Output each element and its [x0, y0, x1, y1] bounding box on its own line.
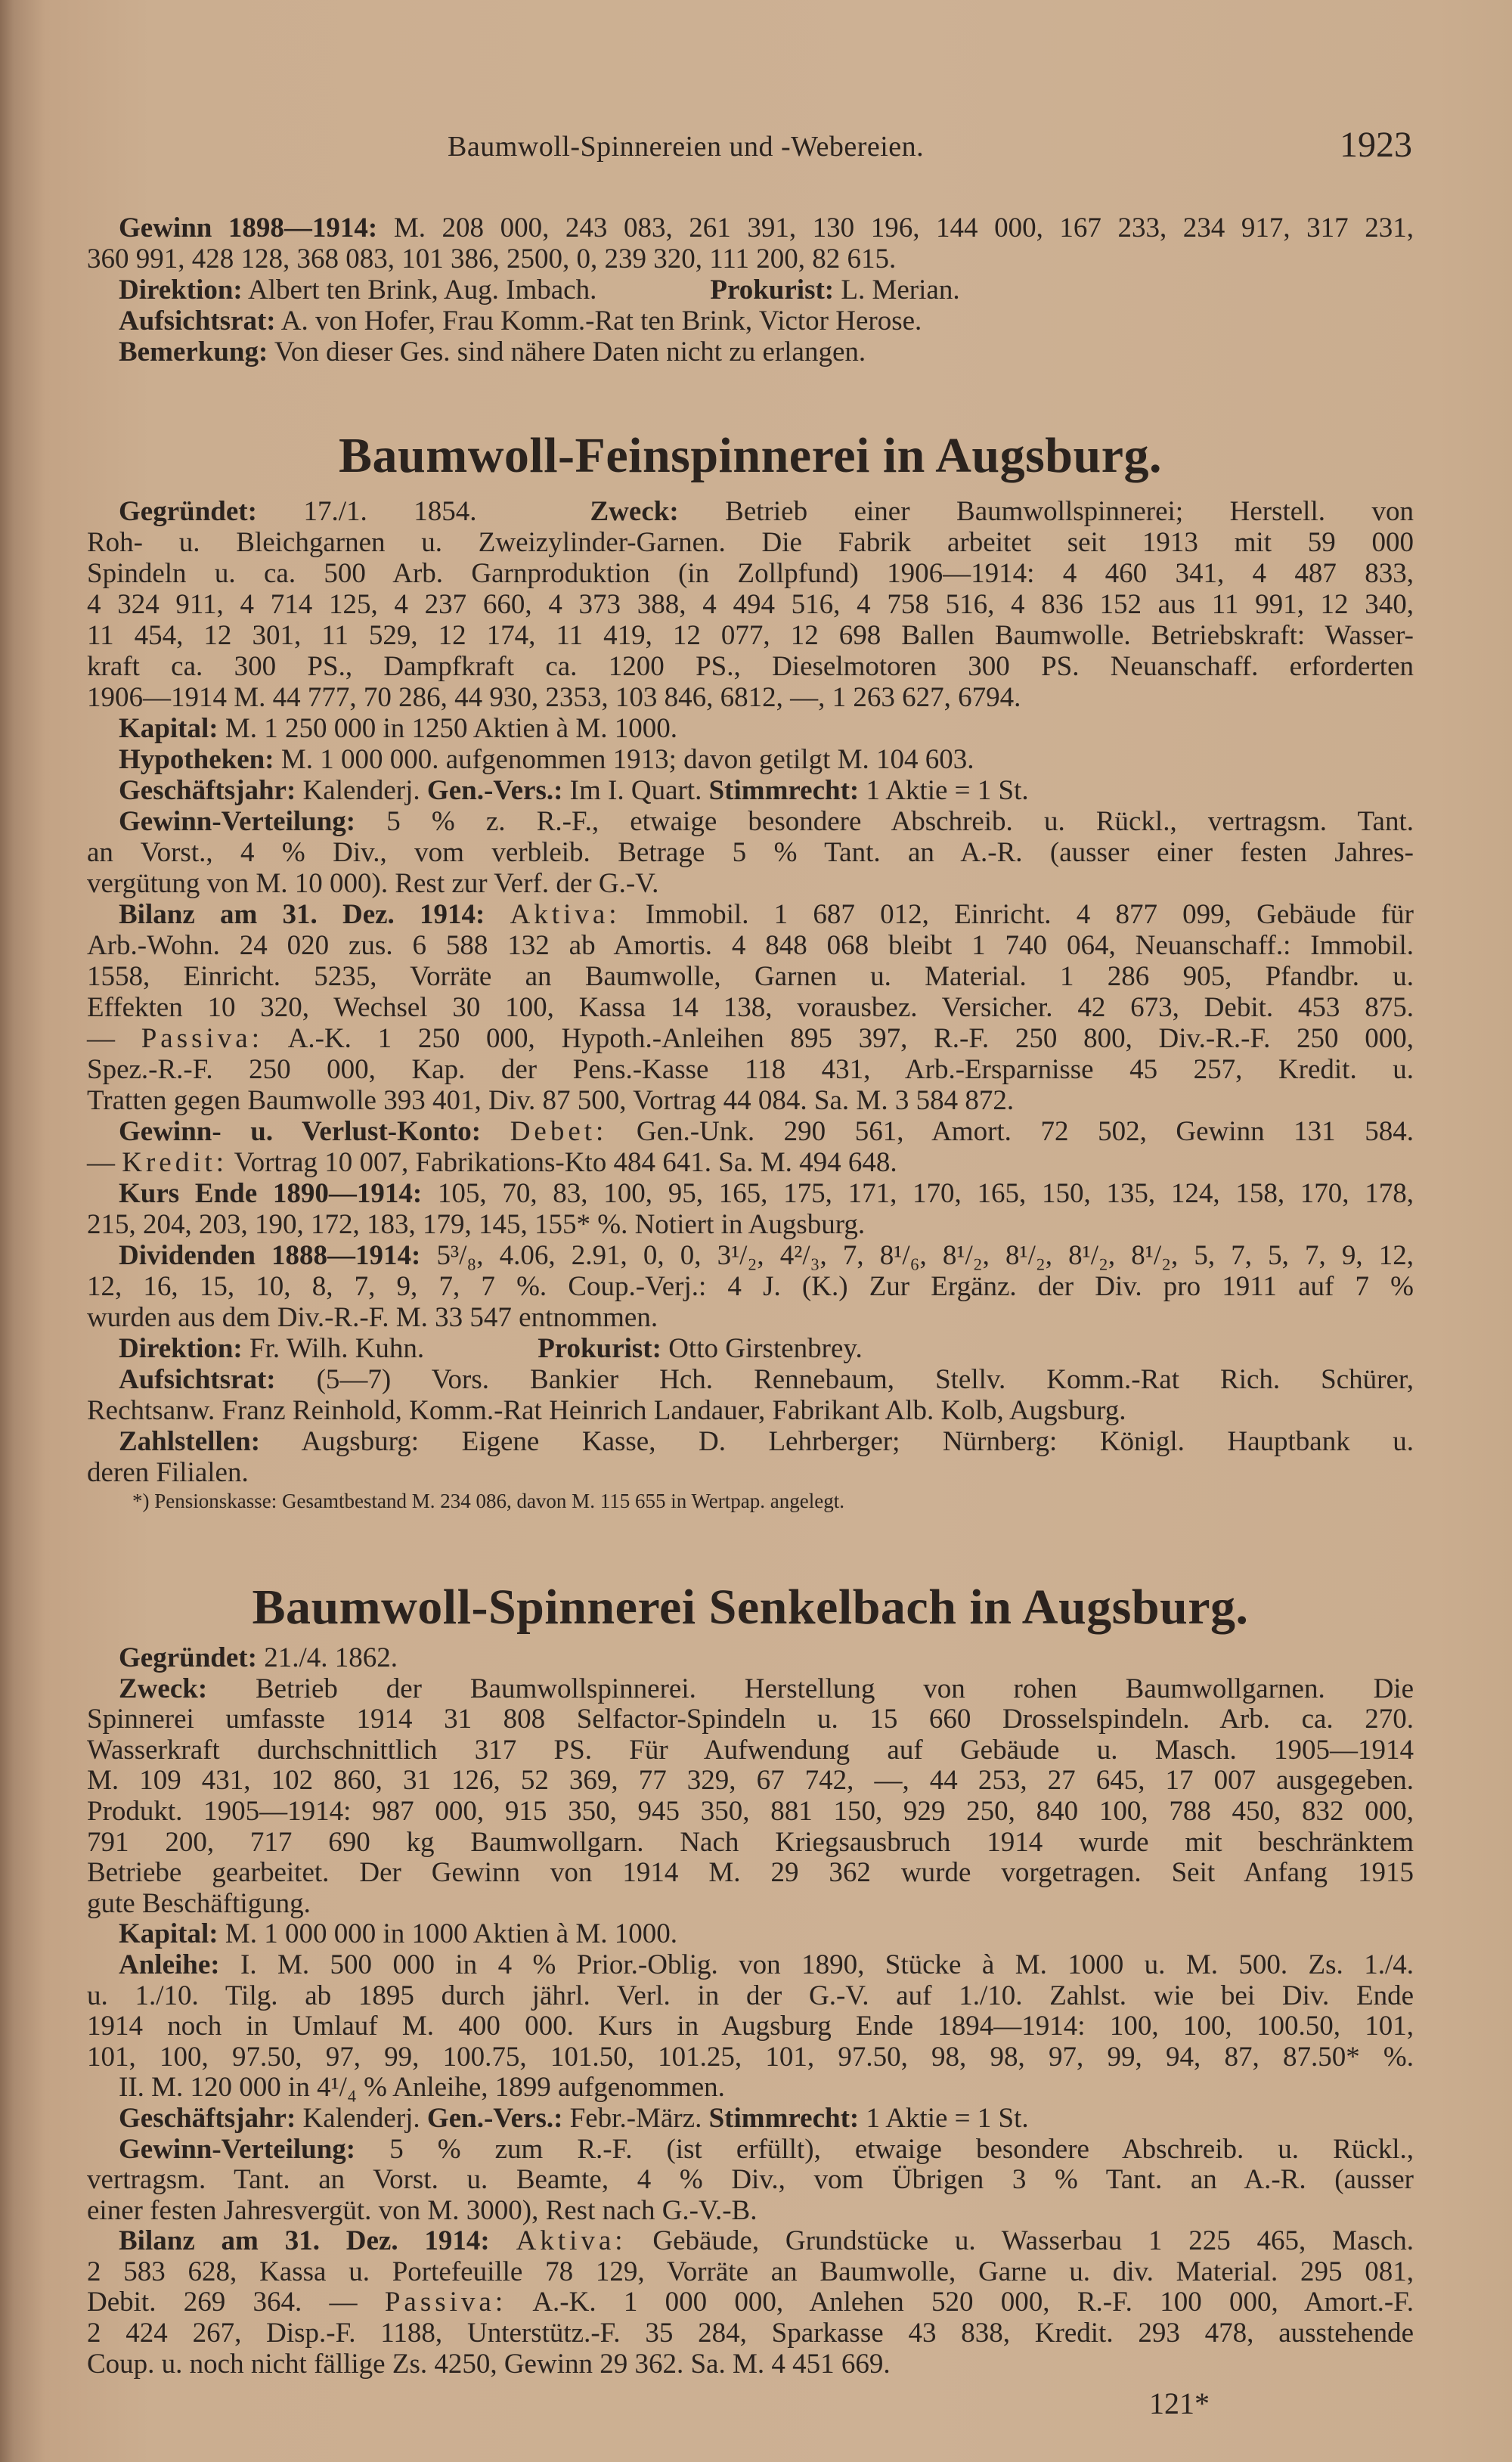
field-text: 360 991, 428 128, 368 083, 101 386, 2500, 0, 239 320, 111 200, 82 615. [87, 243, 897, 274]
spaced-label: Passiva: [141, 1023, 263, 1054]
field-text: Spez.-R.-F. 250 000, Kap. der Pens.-Kasse 118 431, Arb.-Ersparnisse 45 257, Kredit. u. [87, 1054, 1414, 1085]
field-label: Aufsichtsrat: [119, 1364, 276, 1395]
field-label: Anleihe: [119, 1949, 220, 1980]
field-text: Wasserkraft durchschnittlich 317 PS. Für Aufwendung auf Gebäude u. Masch. 1905—1914 [87, 1734, 1414, 1766]
field-label: Zweck: [590, 496, 679, 527]
field-label: Bilanz am 31. Dez. 1914: [119, 2225, 490, 2257]
field-label: Prokurist: [538, 1333, 662, 1364]
text-line [87, 1889, 1414, 1920]
field-text: Coup. u. noch nicht fällige Zs. 4250, Gewinn 29 362. Sa. M. 4 451 669. [87, 2348, 891, 2380]
field-text: — [87, 1023, 141, 1054]
field-text: Effekten 10 320, Wechsel 30 100, Kassa 14 138, vorausbez. Versicher. 42 673, Debit. 453 875. [87, 992, 1414, 1023]
field-text: — [87, 1147, 122, 1178]
field-label: Kapital: [119, 713, 218, 744]
field-text: gute Beschäftigung. [87, 1887, 311, 1919]
field-text: M. 1 000 000. aufgenommen 1913; davon getilgt M. 104 603. [274, 744, 974, 775]
field-text: 2 583 628, Kassa u. Portefeuille 78 129, Vorräte an Baumwolle, Garne u. div. Material. 295 081, [87, 2256, 1414, 2287]
text-line [87, 1271, 1414, 1302]
text-line [87, 837, 1414, 868]
text-line [87, 2196, 1414, 2227]
field-text: vergütung von M. 10 000). Rest zur Verf. der G.-V. [87, 868, 659, 899]
field-text: Gebäude, Grundstücke u. Wasserbau 1 225 465, Masch. [626, 2225, 1414, 2257]
spaced-label: Passiva: [384, 2287, 507, 2318]
field-text: 12, 16, 15, 10, 8, 7, 9, 7, 7 %. Coup.-Verj.: 4 J. (K.) Zur Ergänz. der Div. pro 1911 auf 7 % [87, 1271, 1414, 1302]
field-label: Aufsichtsrat: [119, 305, 276, 336]
text-line [87, 1147, 1414, 1178]
field-label: Gewinn 1898—1914: [119, 212, 378, 243]
field-label: Gen.-Vers.: [426, 2102, 563, 2134]
field-label: Gegründet: [119, 496, 257, 527]
field-text: u. 1./10. Tilg. ab 1895 durch jährl. Verl. in der G.-V. auf 1./10. Zahlst. wie bei Div. Ende [87, 1980, 1414, 2011]
company-entry-senkelbach [87, 1643, 1414, 2380]
text-line [87, 1797, 1414, 1828]
field-text: I. M. 500 000 in 4 % Prior.-Oblig. von 1890, Stücke à M. 1000 u. M. 500. Zs. 1./4. [219, 1949, 1414, 1980]
text-line [87, 682, 1414, 713]
field-text: M. 1 250 000 in 1250 Aktien à M. 1000. [218, 713, 677, 744]
text-line [87, 2104, 1414, 2135]
text-line [87, 527, 1414, 558]
field-text: 215, 204, 203, 190, 172, 183, 179, 145, 155* %. Notiert in Augsburg. [87, 1209, 866, 1240]
field-text: L. Merian. [834, 274, 960, 305]
field-label: Direktion: [119, 274, 243, 305]
text-line [87, 1766, 1414, 1797]
field-text: 4 324 911, 4 714 125, 4 237 660, 4 373 388, 4 494 516, 4 758 516, 4 836 152 aus 11 991, 12 340, [87, 589, 1414, 620]
text-line [87, 1981, 1414, 2012]
field-text: Debit. 269 364. — [87, 2287, 385, 2318]
text-line [87, 1209, 1414, 1240]
field-text: Augsburg: Eigene Kasse, D. Lehrberger; Nürnberg: Königl. Hauptbank u. [260, 1426, 1414, 1457]
field-text: Spinnerei umfasste 1914 31 808 Selfactor-Spindeln u. 15 660 Drosselspindeln. Arb. ca. 270. [87, 1704, 1414, 1735]
text-line [87, 1333, 1414, 1364]
spaced-label: Kredit: [122, 1147, 228, 1178]
text-line [87, 496, 1414, 527]
field-label: Bilanz am 31. Dez. 1914: [119, 899, 485, 930]
field-label: Kapital: [119, 1918, 218, 1950]
field-text: Fr. Wilh. Kuhn. [242, 1333, 425, 1364]
field-label: Direktion: [119, 1333, 243, 1364]
text-line [87, 1919, 1414, 1950]
text-line [87, 558, 1414, 589]
text-line [87, 1085, 1414, 1116]
field-text: Immobil. 1 687 012, Einricht. 4 877 099, Gebäude für [620, 899, 1414, 930]
signature-mark: 121* [1149, 2386, 1210, 2420]
footnote: *) Pensionskasse: Gesamtbestand M. 234 086, davon M. 115 655 in Wertpap. angelegt. [132, 1490, 844, 1512]
field-text: M. 208 000, 243 083, 261 391, 130 196, 144 000, 167 233, 234 917, 317 231, [377, 212, 1414, 243]
field-text: Produkt. 1905—1914: 987 000, 915 350, 945 350, 881 150, 929 250, 840 100, 788 450, 832 000, [87, 1795, 1414, 1827]
field-label: Zweck: [119, 1673, 208, 1704]
text-line [87, 1054, 1414, 1085]
text-line [87, 2042, 1414, 2073]
field-text: 5³/₈, 4.06, 2.91, 0, 0, 3¹/₂, 4²/₃, 7, 8¹/₆, 8¹/₂, 8¹/₂, 8¹/₂, 8¹/₂, 5, 7, 5, 7, 9, 12, [420, 1240, 1414, 1271]
text-line [87, 806, 1414, 837]
text-line [87, 1674, 1414, 1705]
text-line [87, 2287, 1414, 2318]
text-line [87, 620, 1414, 651]
field-text: A.-K. 1 250 000, Hypoth.-Anleihen 895 397, R.-F. 250 800, Div.-R.-F. 250 000, [263, 1023, 1414, 1054]
field-text: 11 454, 12 301, 11 529, 12 174, 11 419, 12 077, 12 698 Ballen Baumwolle. Betriebskraft: Wasser- [87, 620, 1414, 651]
field-text: 105, 70, 83, 100, 95, 165, 175, 171, 170, 165, 150, 135, 124, 158, 170, 178, [422, 1178, 1414, 1209]
text-line [87, 1178, 1414, 1209]
field-label: Prokurist: [710, 274, 835, 305]
text-line [87, 212, 1414, 243]
field-text: 5 % z. R.-F., etwaige besondere Abschreib. u. Rückl., vertragsm. Tant. [355, 806, 1414, 837]
field-text: 1 Aktie = 1 St. [859, 775, 1029, 806]
text-line [87, 1828, 1414, 1859]
text-line [87, 1426, 1414, 1457]
field-text: 2 424 267, Disp.-F. 1188, Unterstütz.-F. 35 284, Sparkasse 43 838, Kredit. 293 478, ausstehende [87, 2318, 1414, 2349]
text-line [87, 274, 1414, 305]
text-line [87, 713, 1414, 744]
field-text: 1558, Einricht. 5235, Vorräte an Baumwolle, Garnen u. Material. 1 286 905, Pfandbr. u. [87, 961, 1414, 992]
text-line [87, 2257, 1414, 2288]
text-line [87, 1457, 1414, 1488]
text-line [87, 868, 1414, 899]
text-line [87, 2349, 1414, 2380]
running-title: Baumwoll-Spinnereien und -Webereien. [448, 131, 925, 163]
field-label: Zahlstellen: [119, 1426, 261, 1457]
field-label: Gegründet: [119, 1642, 257, 1673]
field-text: (5—7) Vors. Bankier Hch. Rennebaum, Stellv. Komm.-Rat Rich. Schürer, [275, 1364, 1414, 1395]
text-line [87, 1950, 1414, 1981]
field-label: Stimmrecht: [708, 2102, 860, 2134]
field-text: Spindeln u. ca. 500 Arb. Garnproduktion (in Zollpfund) 1906—1914: 4 460 341, 4 487 833, [87, 558, 1414, 589]
text-line [87, 1643, 1414, 1674]
field-text: wurden aus dem Div.-R.-F. M. 33 547 entnommen. [87, 1302, 658, 1333]
field-text: Kalenderj. [296, 2102, 427, 2134]
field-text: kraft ca. 300 PS., Dampfkraft ca. 1200 PS., Dieselmotoren 300 PS. Neuanschaff. erforderten [87, 651, 1414, 682]
text-line [87, 992, 1414, 1023]
field-text: A. von Hofer, Frau Komm.-Rat ten Brink, Victor Herose. [275, 305, 922, 336]
spaced-label: Debet: [510, 1116, 608, 1147]
text-line [87, 930, 1414, 961]
field-label: Bemerkung: [119, 336, 268, 367]
field-text: Betrieb der Baumwollspinnerei. Herstellung von rohen Baumwollgarnen. Die [207, 1673, 1414, 1704]
field-text: 5 % zum R.-F. (ist erfüllt), etwaige besondere Abschreib. u. Rückl., [355, 2133, 1414, 2165]
text-line [87, 589, 1414, 620]
text-line [87, 1364, 1414, 1395]
text-line [87, 1395, 1414, 1426]
field-label: Hypotheken: [119, 744, 274, 775]
text-line [87, 1735, 1414, 1766]
field-text [485, 899, 510, 930]
field-text: Arb.-Wohn. 24 020 zus. 6 588 132 ab Amortis. 4 848 068 bleibt 1 740 064, Neuanschaff.: Immobil. [87, 930, 1414, 961]
text-line [87, 1302, 1414, 1333]
previous-company-continuation [87, 212, 1414, 367]
text-line [87, 2011, 1414, 2042]
field-label: Gewinn-Verteilung: [119, 806, 356, 837]
text-line [87, 2135, 1414, 2166]
field-text: Roh- u. Bleichgarnen u. Zweizylinder-Garnen. Die Fabrik arbeitet seit 1913 mit 59 000 [87, 527, 1414, 558]
field-text: vertragsm. Tant. an Vorst. u. Beamte, 4 % Div., vom Übrigen 3 % Tant. an A.-R. (ausser [87, 2164, 1414, 2196]
field-text: an Vorst., 4 % Div., vom verbleib. Betrage 5 % Tant. an A.-R. (ausser einer festen Jahres- [87, 837, 1414, 868]
text-line [87, 1023, 1414, 1054]
text-line [87, 1240, 1414, 1271]
spaced-label: Aktiva: [516, 2225, 627, 2257]
text-line [87, 2165, 1414, 2196]
text-line [87, 961, 1414, 992]
text-line [87, 2226, 1414, 2257]
text-line [87, 243, 1414, 274]
field-label: Geschäftsjahr: [119, 775, 296, 806]
field-text: A.-K. 1 000 000, Anlehen 520 000, R.-F. 100 000, Amort.-F. [507, 2287, 1414, 2318]
spaced-label: Aktiva: [510, 899, 621, 930]
field-label: Gen.-Vers.: [426, 775, 563, 806]
field-text: Tratten gegen Baumwolle 393 401, Div. 87 500, Vortrag 44 084. Sa. M. 3 584 872. [87, 1085, 1015, 1116]
field-text [481, 1116, 510, 1147]
text-line [87, 336, 1414, 367]
field-label: Gewinn-Verteilung: [119, 2133, 356, 2165]
field-text: 1906—1914 M. 44 777, 70 286, 44 930, 2353, 103 846, 6812, —, 1 263 627, 6794. [87, 682, 1021, 713]
field-text: Betriebe gearbeitet. Der Gewinn von 1914 M. 29 362 wurde vorgetragen. Seit Anfang 1915 [87, 1857, 1414, 1889]
page-number: 1923 [1340, 125, 1412, 165]
text-line [87, 775, 1414, 806]
field-label: Kurs Ende 1890—1914: [119, 1178, 423, 1209]
field-text: Gen.-Unk. 290 561, Amort. 72 502, Gewinn 131 584. [607, 1116, 1414, 1147]
field-text: Von dieser Ges. sind nähere Daten nicht zu erlangen. [268, 336, 866, 367]
field-text: 1 Aktie = 1 St. [859, 2102, 1029, 2134]
field-text: Kalenderj. [296, 775, 427, 806]
field-text: 17./1. 1854. [256, 496, 477, 527]
field-text: Betrieb einer Baumwollspinnerei; Herstell. von [678, 496, 1414, 527]
field-text: Rechtsanw. Franz Reinhold, Komm.-Rat Heinrich Landauer, Fabrikant Alb. Kolb, Augsburg. [87, 1395, 1126, 1426]
text-line [87, 1858, 1414, 1889]
text-line [87, 305, 1414, 336]
text-line [87, 651, 1414, 682]
text-line [87, 2318, 1414, 2349]
field-text: deren Filialen. [87, 1457, 249, 1488]
company-title-feinspinnerei: Baumwoll-Feinspinnerei in Augsburg. [338, 428, 1162, 483]
field-label: Gewinn- u. Verlust-Konto: [119, 1116, 482, 1147]
company-entry-feinspinnerei [87, 496, 1414, 1488]
field-text: 791 200, 717 690 kg Baumwollgarn. Nach Kriegsausbruch 1914 wurde mit beschränktem [87, 1826, 1414, 1858]
field-text: Otto Girstenbrey. [661, 1333, 863, 1364]
field-text: 101, 100, 97.50, 97, 99, 100.75, 101.50, 101.25, 101, 97.50, 98, 98, 97, 99, 94, 87, 87.50* %. [87, 2041, 1414, 2073]
field-label: Geschäftsjahr: [119, 2102, 296, 2134]
field-text: einer festen Jahresvergüt. von M. 3000), Rest nach G.-V.-B. [87, 2194, 758, 2226]
field-text: M. 109 431, 102 860, 31 126, 52 369, 77 329, 67 742, —, 44 253, 27 645, 17 007 ausgegeben. [87, 1765, 1414, 1797]
text-line [87, 2073, 1414, 2104]
field-label: Stimmrecht: [708, 775, 860, 806]
field-text: II. M. 120 000 in 4¹/₄ % Anleihe, 1899 aufgenommen. [119, 2072, 725, 2104]
field-text: Vortrag 10 007, Fabrikations-Kto 484 641. Sa. M. 494 648. [228, 1147, 897, 1178]
text-line [87, 1704, 1414, 1735]
field-text: Febr.-März. [562, 2102, 709, 2134]
text-line [87, 1116, 1414, 1147]
company-title-senkelbach: Baumwoll-Spinnerei Senkelbach in Augsburg. [252, 1580, 1249, 1635]
field-text [490, 2225, 516, 2256]
field-text: M. 1 000 000 in 1000 Aktien à M. 1000. [218, 1918, 677, 1950]
field-text: 21./4. 1862. [256, 1642, 398, 1673]
text-line [87, 899, 1414, 930]
field-label: Dividenden 1888—1914: [119, 1240, 421, 1271]
field-text: Albert ten Brink, Aug. Imbach. [242, 274, 597, 305]
field-text: Im I. Quart. [562, 775, 709, 806]
text-line [87, 744, 1414, 775]
field-text: 1914 noch in Umlauf M. 400 000. Kurs in Augsburg Ende 1894—1914: 100, 100, 100.50, 101, [87, 2011, 1414, 2042]
